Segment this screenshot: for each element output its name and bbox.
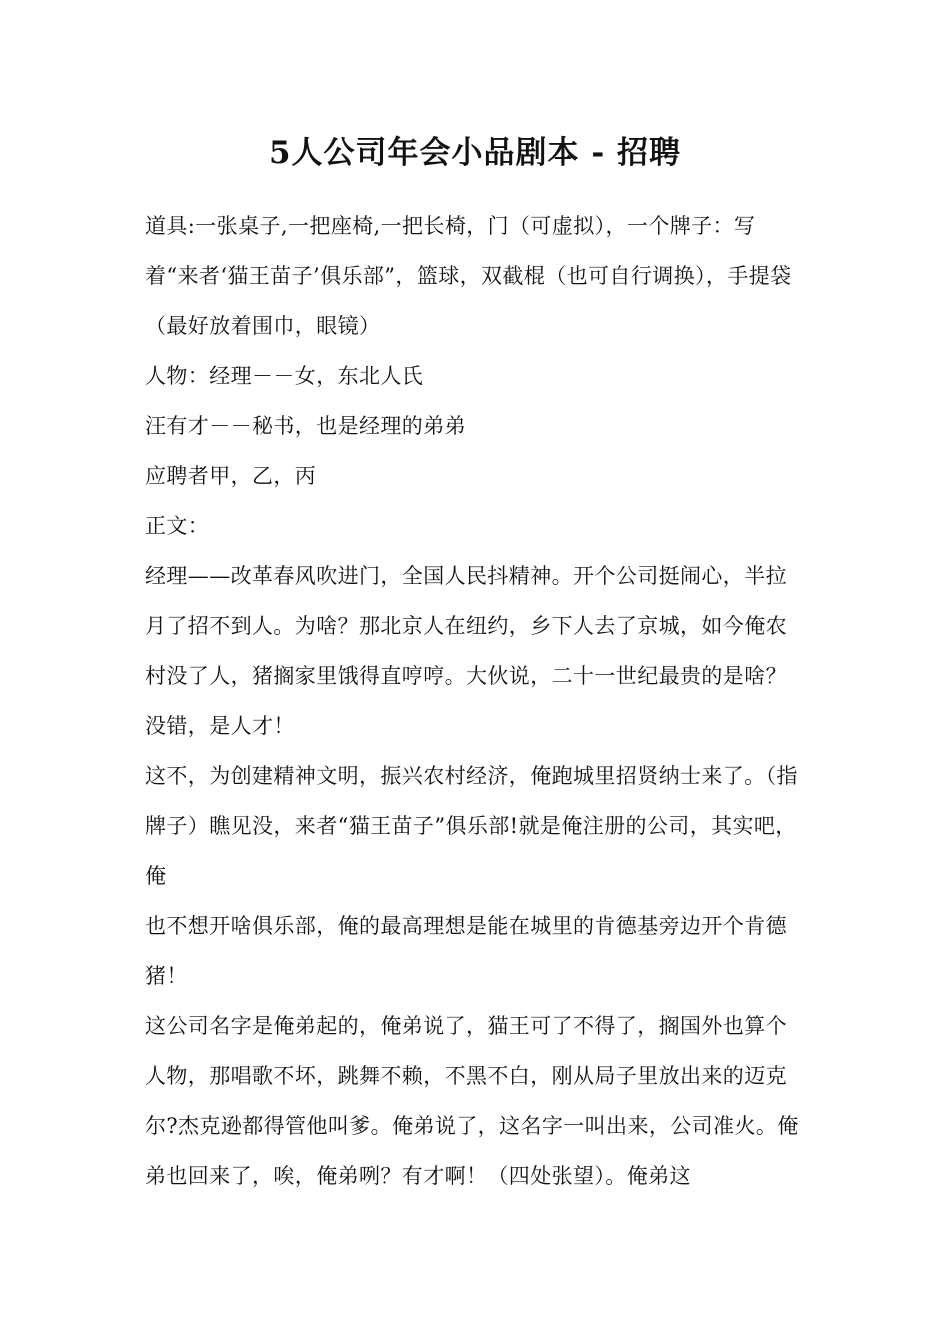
paragraph-characters-manager: 人物：经理－－女，东北人氏 <box>145 364 424 388</box>
paragraph-manager-opening: 经理——改革春风吹进门，全国人民抖精神。开个公司挺闹心，半拉月了招不到人。为啥？那北京人在纽约，乡下人去了京城，如今俺农村没了人，猪搁家里饿得直哼哼。大伙说，二十一世纪最贵的是啥？没错，是人才！ <box>145 564 787 738</box>
paragraph-characters-applicants: 应聘者甲，乙，丙 <box>145 464 317 488</box>
document-body <box>145 201 805 1201</box>
paragraph-main-text-heading: 正文： <box>145 514 210 538</box>
paragraph-ideal: 也不想开啥俱乐部，俺的最高理想是能在城里的肯德基旁边开个肯德猪！ <box>145 914 787 988</box>
paragraph-characters-secretary: 汪有才－－秘书，也是经理的弟弟 <box>145 414 466 438</box>
document-title: 5人公司年会小品剧本 - 招聘 <box>268 135 682 171</box>
paragraph-props: 道具:一张桌子,一把座椅,一把长椅，门（可虚拟），一个牌子：写着“来者‘猫王苗子’俱乐部”，篮球，双截棍（也可自行调换），手提袋（最好放着围巾，眼镜） <box>145 214 792 338</box>
paragraph-recruiting: 这不，为创建精神文明，振兴农村经济，俺跑城里招贤纳士来了。（指牌子）瞧见没，来者“猫王苗子”俱乐部!就是俺注册的公司，其实吧，俺 <box>145 764 798 888</box>
paragraph-company-name: 这公司名字是俺弟起的，俺弟说了，猫王可了不得了，搁国外也算个人物，那唱歌不坏，跳舞不赖，不黑不白，刚从局子里放出来的迈克尔?杰克逊都得管他叫爹。俺弟说了，这名字一叫出来，公司准火。俺弟也回来了，唉，俺弟咧？有才啊！（四处张望）。俺弟这 <box>145 1014 799 1188</box>
